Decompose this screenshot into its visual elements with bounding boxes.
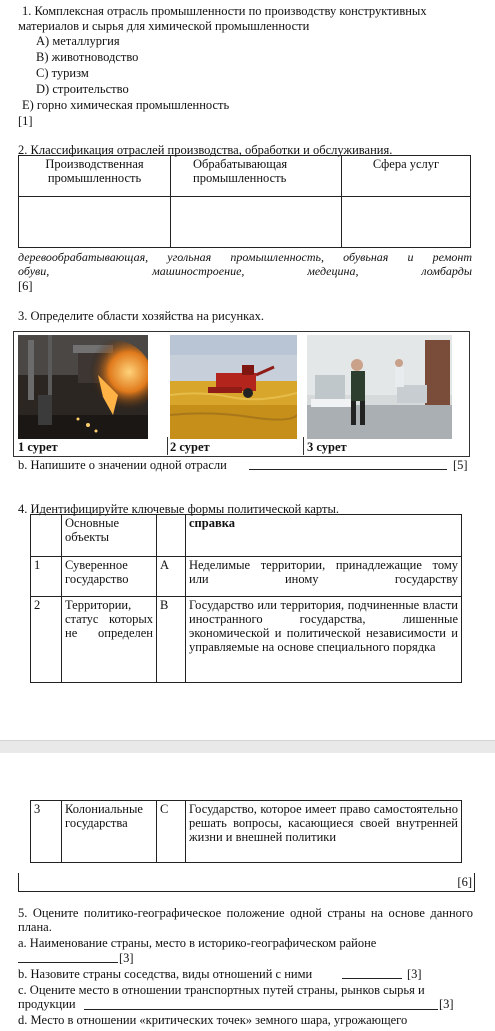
q4-row-definition: Государство, которое имеет право самостоятельно решать вопросы, касающиеся своей внутренней жизни и внешней политики <box>186 801 462 863</box>
q2-classification-table <box>18 155 471 248</box>
q4-header-reference: справка <box>186 515 462 557</box>
q2-title: 2. Классификация отраслей производства, обработки и обслуживания. <box>18 143 393 157</box>
q2-score: [6] <box>18 279 33 293</box>
q5-item-c: c. Оцените место в отношении транспортных путей страны, рынков сырья и продукции <box>18 983 425 1011</box>
q3-caption-1: 1 сурет <box>18 440 58 454</box>
q5-item-a: a. Наименование страны, место в историко-географическом районе <box>18 936 377 950</box>
q4-row-number: 3 <box>31 801 62 863</box>
q4-row-term: Территории, статус которых не определен <box>62 597 157 683</box>
q1-option-d: D) строительство <box>36 82 129 96</box>
q2-term: машиностроение, <box>152 264 245 278</box>
q4-row-term: Суверенное государство <box>62 557 157 597</box>
q4-row-definition: Государство или территория, подчиненные власти иностранного государства, лишенные экономической и политической независимости и управляемые на основе специального порядка <box>186 597 462 683</box>
q2-term: медецина, <box>307 264 359 278</box>
hospital-photo <box>307 335 452 439</box>
q2-term: обуви, <box>18 264 50 278</box>
q2-header-production: Производственная промышленность <box>19 156 171 197</box>
q4-row-letter: A <box>157 557 186 597</box>
q5-item-b: b. Назовите страны соседства, виды отношений с ними <box>18 967 313 981</box>
q5-a-answer-line[interactable] <box>18 962 118 963</box>
q1-option-b: B) животноводство <box>36 50 139 64</box>
q1-stem-line2: материалов и сырья для химической промышленности <box>18 19 310 33</box>
q3-question-b: b. Напишите о значении одной отрасли <box>18 458 227 472</box>
q1-score: [1] <box>18 114 33 128</box>
q4-header-letter <box>157 515 186 557</box>
q3-caption-3: 3 сурет <box>307 440 347 454</box>
q5-a-score: [3] <box>119 951 134 965</box>
q2-answer-cell[interactable] <box>342 197 471 248</box>
page-break <box>0 740 495 754</box>
q4-row-letter: C <box>157 801 186 863</box>
q3-score: [5] <box>453 458 468 472</box>
q2-answer-cell[interactable] <box>171 197 342 248</box>
q4-row-number: 1 <box>31 557 62 597</box>
q5-c-answer-line[interactable] <box>84 1009 438 1010</box>
q4-score-box <box>18 873 475 892</box>
q2-header-processing: Обрабатывающая промышленность <box>171 156 342 197</box>
worksheet-page-2 <box>0 753 495 1031</box>
q3-caption-2: 2 сурет <box>170 440 210 454</box>
q3-title: 3. Определите области хозяйства на рисунках. <box>18 309 264 323</box>
q2-term: ломбарды <box>421 264 472 278</box>
q1-option-e: E) горно химическая промышленность <box>22 98 230 112</box>
q2-answer-cell[interactable] <box>19 197 171 248</box>
q5-c-score: [3] <box>439 997 454 1011</box>
q1-option-c: C) туризм <box>36 66 89 80</box>
q4-title: 4. Идентифицируйте ключевые формы политической карты. <box>18 502 339 516</box>
q4-score: [6] <box>457 875 472 889</box>
q1-stem-line1: 1. Комплексная отрасль промышленности по производству конструктивных <box>22 4 427 18</box>
q4-table-continued <box>30 800 462 863</box>
q2-header-services: Сфера услуг <box>342 156 471 197</box>
q5-b-answer-line[interactable] <box>342 978 402 979</box>
q4-row-definition: Неделимые территории, принадлежащие тому или иному государству <box>186 557 462 597</box>
q4-row-number: 2 <box>31 597 62 683</box>
q4-table <box>30 514 462 683</box>
metallurgy-photo <box>18 335 148 439</box>
harvest-field-photo <box>170 335 297 439</box>
q5-item-d: d. Место в отношении «критических точек» земного шара, угрожающего <box>18 1013 408 1027</box>
q1-option-a: A) металлургия <box>36 34 120 48</box>
q2-terms-line2 <box>18 264 472 278</box>
q5-b-score: [3] <box>407 967 422 981</box>
q4-row-letter: B <box>157 597 186 683</box>
q3-answer-line[interactable] <box>249 469 447 470</box>
q5-title: 5. Оцените политико-географическое положение одной страны на основе данного плана. <box>18 906 473 934</box>
q2-terms-line1: деревообрабатывающая, угольная промышленность, обувьная и ремонт <box>18 250 472 264</box>
q4-header-num <box>31 515 62 557</box>
caption-divider <box>303 437 304 455</box>
caption-divider <box>167 437 168 455</box>
q4-header-objects: Основные объекты <box>62 515 157 557</box>
q4-row-term: Колониальные государства <box>62 801 157 863</box>
